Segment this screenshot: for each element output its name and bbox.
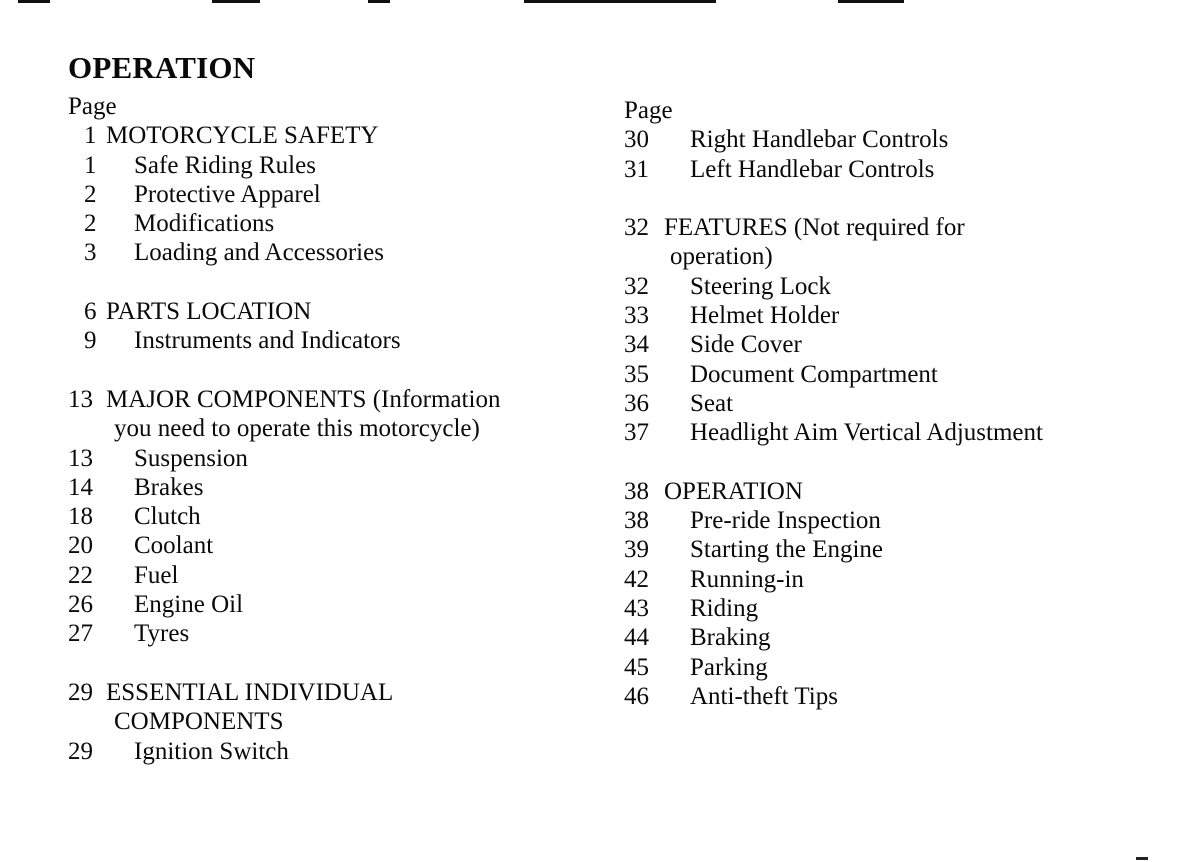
toc-item-title: Engine Oil: [134, 591, 244, 619]
toc-page-number: 13: [68, 444, 93, 472]
toc-item-title: Loading and Accessories: [134, 239, 384, 267]
toc-item[interactable]: [68, 151, 316, 180]
toc-page-number: 2: [84, 210, 97, 238]
toc-section-continuation: COMPONENTS: [114, 708, 284, 736]
toc-item-title: Steering Lock: [690, 272, 831, 300]
toc-item-title: Safe Riding Rules: [134, 151, 316, 179]
toc-item[interactable]: [624, 506, 881, 535]
toc-item[interactable]: [68, 619, 190, 648]
spacer: [68, 356, 117, 385]
toc-item-title: Instruments and Indicators: [134, 327, 401, 355]
toc-page-number: 46: [624, 682, 649, 710]
toc-page-number: 3: [84, 239, 97, 267]
toc-page-number: 39: [624, 536, 649, 564]
toc-section-title: MOTORCYCLE SAFETY: [106, 122, 379, 150]
toc-item[interactable]: [624, 125, 949, 154]
toc-page-number: 32: [624, 272, 649, 300]
toc-page-number: 29: [68, 678, 93, 706]
toc-item-title: Pre-ride Inspection: [690, 507, 881, 535]
toc-page-number: 32: [624, 214, 649, 242]
toc-item-title: Document Compartment: [690, 360, 938, 388]
toc-item[interactable]: [624, 594, 759, 623]
page-column-label: Page: [68, 93, 117, 120]
toc-page-number: 1: [84, 122, 97, 150]
toc-page-number: 22: [68, 561, 93, 589]
toc-item[interactable]: [624, 155, 935, 184]
toc-item-title: Right Handlebar Controls: [690, 126, 949, 154]
toc-item[interactable]: [68, 473, 204, 502]
toc-page-number: 18: [68, 503, 93, 531]
toc-item[interactable]: [624, 623, 771, 652]
toc-item-title: Ignition Switch: [134, 737, 289, 765]
toc-item[interactable]: [68, 180, 321, 209]
toc-item-title: Coolant: [134, 532, 214, 560]
toc-item-title: Parking: [690, 653, 768, 681]
toc-page-number: 6: [84, 298, 97, 326]
toc-page-number: 29: [68, 737, 93, 765]
spacer: [68, 268, 117, 297]
toc-left-column: [68, 92, 501, 766]
toc-item-title: Helmet Holder: [690, 302, 840, 330]
toc-item-title: Braking: [690, 624, 771, 652]
toc-item-title: Protective Apparel: [134, 180, 321, 208]
top-rule-2: [212, 0, 260, 3]
toc-item-title: Headlight Aim Vertical Adjustment: [690, 419, 1043, 447]
toc-item[interactable]: [68, 737, 289, 766]
toc-item-title: Side Cover: [690, 331, 802, 359]
toc-item[interactable]: [624, 565, 804, 594]
toc-item[interactable]: [624, 535, 884, 564]
toc-page-number: 37: [624, 419, 649, 447]
toc-item[interactable]: [68, 531, 214, 560]
toc-item-title: Anti-theft Tips: [690, 682, 838, 710]
toc-page-number: 9: [84, 327, 97, 355]
toc-page-number: 43: [624, 595, 649, 623]
toc-item[interactable]: [68, 561, 179, 590]
toc-page-number: 33: [624, 302, 649, 330]
top-rule-3: [368, 0, 390, 3]
toc-page-number: 36: [624, 389, 649, 417]
toc-page-number: 13: [68, 385, 93, 413]
top-rule-4: [524, 0, 716, 3]
toc-page-number: 34: [624, 331, 649, 359]
toc-item-title: Running-in: [690, 565, 804, 593]
toc-section-title: ESSENTIAL INDIVIDUAL: [106, 678, 394, 706]
spacer: [624, 184, 673, 213]
toc-item[interactable]: [624, 653, 768, 682]
toc-item[interactable]: [68, 238, 384, 267]
top-rule-1: [18, 0, 50, 3]
toc-section-title: OPERATION: [664, 477, 803, 505]
toc-item[interactable]: [624, 360, 938, 389]
toc-page-number: 2: [84, 180, 97, 208]
toc-item[interactable]: [624, 389, 734, 418]
toc-page-number: 26: [68, 591, 93, 619]
toc-page-number: 42: [624, 565, 649, 593]
toc-section[interactable]: [68, 297, 312, 326]
toc-section[interactable]: [68, 385, 501, 414]
toc-item-title: Fuel: [134, 561, 179, 589]
toc-item-title: Left Handlebar Controls: [690, 155, 935, 183]
toc-item[interactable]: [68, 444, 248, 473]
toc-section-continuation: operation): [670, 243, 773, 271]
toc-section-title: MAJOR COMPONENTS (Information: [106, 385, 501, 413]
toc-item-title: Riding: [690, 595, 759, 623]
toc-item-title: Seat: [690, 389, 734, 417]
toc-right-column: [624, 96, 1043, 711]
toc-item-title: Suspension: [134, 444, 248, 472]
toc-page-number: 38: [624, 507, 649, 535]
toc-page-number: 20: [68, 532, 93, 560]
toc-section[interactable]: [624, 213, 965, 242]
toc-page-number: 44: [624, 624, 649, 652]
toc-page-number: 1: [84, 151, 97, 179]
toc-item-title: Modifications: [134, 210, 275, 238]
toc-page-number: 35: [624, 360, 649, 388]
toc-page-number: 45: [624, 653, 649, 681]
page-title: OPERATION: [68, 50, 256, 85]
spacer: [68, 649, 117, 678]
toc-item-title: Clutch: [134, 503, 201, 531]
toc-page-number: 31: [624, 155, 649, 183]
toc-item[interactable]: [68, 209, 275, 238]
toc-section-title: FEATURES (Not required for: [664, 214, 965, 242]
toc-section-title: PARTS LOCATION: [106, 298, 312, 326]
toc-item-title: Brakes: [134, 473, 204, 501]
toc-item[interactable]: [624, 682, 838, 711]
toc-section[interactable]: [68, 121, 379, 150]
toc-item[interactable]: [624, 418, 1043, 447]
toc-item-title: Starting the Engine: [690, 536, 884, 564]
toc-section-continuation: you need to operate this motorcycle): [114, 415, 480, 443]
toc-item[interactable]: [68, 326, 401, 355]
toc-page-number: 14: [68, 473, 93, 501]
toc-item[interactable]: [624, 330, 802, 359]
toc-item[interactable]: [68, 502, 201, 531]
toc-page-number: 30: [624, 126, 649, 154]
toc-section[interactable]: [68, 678, 394, 707]
toc-item-title: Tyres: [134, 620, 190, 648]
toc-section[interactable]: [624, 477, 803, 506]
toc-item[interactable]: [624, 301, 840, 330]
page-column-label: Page: [624, 97, 673, 124]
spacer: [624, 448, 673, 477]
toc-item[interactable]: [68, 590, 244, 619]
corner-mark: [1136, 857, 1148, 860]
toc-item[interactable]: [624, 272, 831, 301]
top-rule-5: [838, 0, 904, 3]
toc-page-number: 38: [624, 477, 649, 505]
toc-page-number: 27: [68, 620, 93, 648]
